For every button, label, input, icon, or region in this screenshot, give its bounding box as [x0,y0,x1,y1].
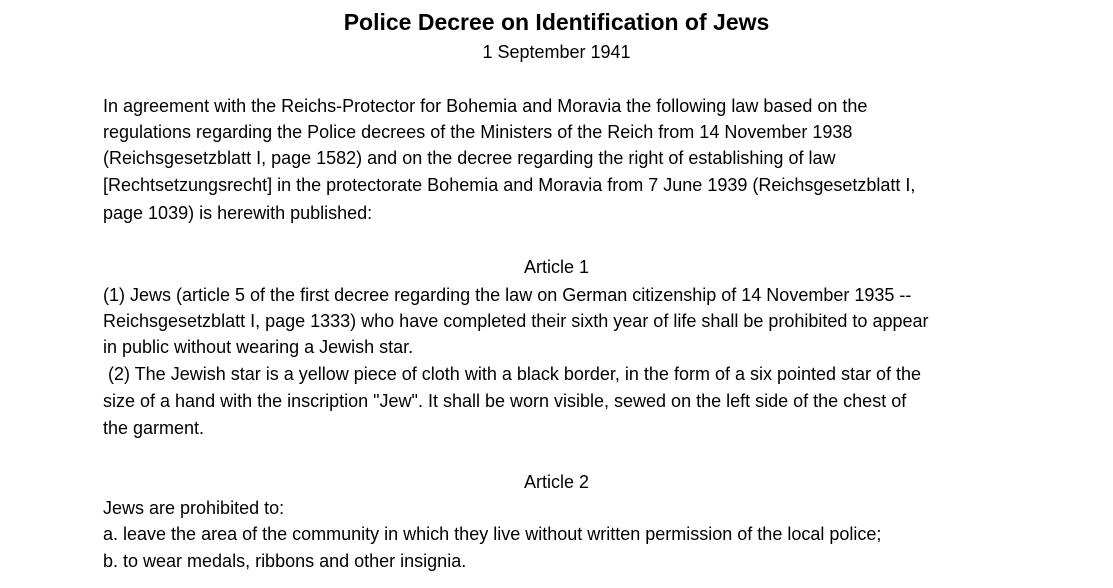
article-2-line: Jews are prohibited to: [103,498,285,518]
article-1-heading: Article 1 [523,257,590,277]
preamble-line: [Rechtsetzungsrecht] in the protectorate Bohemia and Moravia from 7 June 1939 (Reichsgesetzblatt I, [103,175,916,195]
article-1-line: the garment. [103,418,205,438]
document-title: Police Decree on Identification of Jews [343,9,770,35]
article-1-line: (2) The Jewish star is a yellow piece of cloth with a black border, in the form of a six pointed star of the [103,364,922,384]
preamble-line: In agreement with the Reichs-Protector for Bohemia and Moravia the following law based on the [103,96,868,116]
article-2-line: a. leave the area of the community in which they live without written permission of the local police; [103,524,882,544]
preamble-line: page 1039) is herewith published: [103,203,373,223]
article-1-line: in public without wearing a Jewish star. [103,337,414,357]
article-2-heading: Article 2 [523,472,590,492]
article-1-line: (1) Jews (article 5 of the first decree regarding the law on German citizenship of 14 November 1935 -- [103,285,912,305]
article-1-line: size of a hand with the inscription "Jew". It shall be worn visible, sewed on the left side of the chest of [103,391,907,411]
preamble-line: (Reichsgesetzblatt I, page 1582) and on the decree regarding the right of establishing of law [103,148,836,168]
article-2-line: b. to wear medals, ribbons and other insignia. [103,551,467,571]
article-1-line: Reichsgesetzblatt I, page 1333) who have completed their sixth year of life shall be prohibited to appear [103,311,929,331]
document-date: 1 September 1941 [482,42,631,62]
preamble-line: regulations regarding the Police decrees of the Ministers of the Reich from 14 November 1938 [103,122,853,142]
